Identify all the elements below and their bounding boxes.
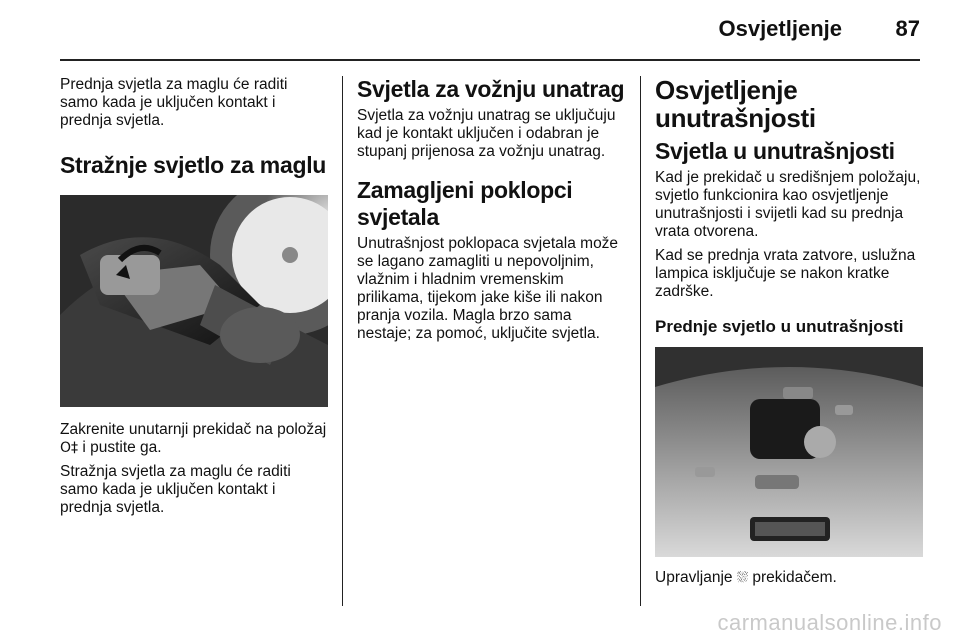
watermark: carmanualsonline.info [717,610,942,635]
reversing-lights-heading: Svjetla za vožnju unatrag [357,76,625,102]
header-rule [60,59,920,61]
column-divider [342,76,343,606]
fogged-covers-text: Unutrašnjost poklopaca svjetala može se lagano zamagliti u nepovoljnim, vlažnim i hladnim vremenskim prilikama, tijekom jake kiše ili nakon pranja vozila. Magla brzo sama nestaje; za pomoć, uključite svjetla. [357,235,619,342]
front-interior-light-heading: Prednje svjetlo u unutrašnjosti [655,317,904,336]
column-divider [640,76,641,606]
rear-fog-switch-image [60,195,328,407]
fogged-covers-heading: Zamagljeni poklopci svjetala [357,177,573,230]
interior-lighting-heading: Osvjetljenje unutrašnjosti [655,75,816,133]
interior-lights-text-2: Kad se prednja vrata zatvore, uslužna lampica isključuje se nakon kratke zadrške. [655,247,916,300]
rear-fog-heading: Stražnje svjetlo za maglu [60,152,327,178]
interior-lights-text-1: Kad je prekidač u središnjem položaju, svjetlo funkcionira kao osvjetljenje unutrašnjosti i svijetli kad su prednja vrata otvorena. [655,169,921,240]
column-middle [357,76,625,349]
interior-light-caption: Upravljanje ⛆ prekidačem. [655,569,837,586]
overhead-console-illustration [655,347,923,557]
page-title: Osvjetljenje [718,16,842,41]
interior-light-image [655,347,923,557]
fog-front-note: Prednja svjetla za maglu će raditi samo kada je uključen kontakt i prednja svjetla. [60,76,288,129]
column-right [655,76,923,593]
interior-lights-subheading: Svjetla u unutrašnjosti [655,138,895,164]
rear-fog-light-icon: O‡ [60,440,79,456]
rear-fog-caption: Zakrenite unutarnji prekidač na položaj O‡ i pustite ga. [60,421,327,456]
reversing-lights-text: Svjetla za vožnju unatrag se uključuju kad je kontakt uključen i odabran je stupanj prijenosa za vožnju unatrag. [357,107,616,160]
rear-fog-body: Stražnja svjetla za maglu će raditi samo kada je uključen kontakt i prednja svjetla. [60,463,291,516]
steering-stalk-illustration [60,195,328,407]
column-left [60,76,328,523]
interior-light-icon: ⛆ [736,570,749,586]
page-header [0,0,960,60]
page-number: 87 [895,16,920,41]
